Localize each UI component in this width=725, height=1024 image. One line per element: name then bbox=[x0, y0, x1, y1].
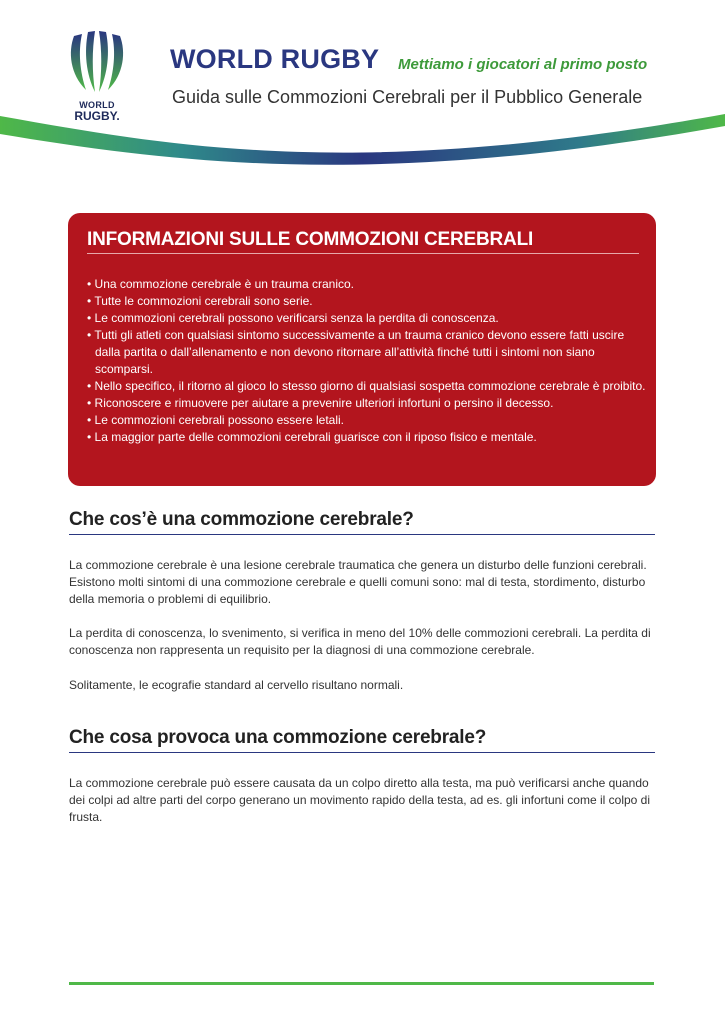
brand-title: WORLD RUGBY bbox=[170, 44, 380, 74]
list-item: • La maggior parte delle commozioni cerebrali guarisce con il riposo fisico e mentale. bbox=[87, 430, 537, 444]
list-item: • Le commozioni cerebrali possono essere letali. bbox=[87, 413, 344, 427]
list-item: • Riconoscere e rimuovere per aiutare a prevenire ulteriori infortuni o persino il decesso. bbox=[87, 396, 554, 410]
section-divider bbox=[69, 534, 655, 535]
logo-text-world: WORLD bbox=[79, 100, 115, 110]
tagline: Mettiamo i giocatori al primo posto bbox=[398, 56, 648, 73]
list-item: • Le commozioni cerebrali possono verificarsi senza la perdita di conoscenza. bbox=[87, 311, 499, 325]
section-heading-what-is: Che cos’è una commozione cerebrale? bbox=[69, 509, 414, 530]
rugby-ball-logo-icon bbox=[62, 28, 132, 98]
info-box bbox=[68, 213, 656, 486]
document-subtitle: Guida sulle Commozioni Cerebrali per il Pubblico Generale bbox=[172, 87, 643, 107]
info-box-title: INFORMAZIONI SULLE COMMOZIONI CEREBRALI bbox=[87, 229, 534, 250]
paragraph: La commozione cerebrale è una lesione cerebrale traumatica che genera un disturbo delle funzioni cerebrali. Esistono molti sintomi di una commozione cerebrale e quelli comuni sono: mal di testa, stordimento, disturbo della memoria o problemi di equilibrio. bbox=[69, 558, 647, 606]
list-item: • Una commozione cerebrale è un trauma cranico. bbox=[87, 277, 354, 291]
header-swoosh bbox=[0, 108, 725, 188]
info-list bbox=[87, 276, 647, 446]
list-item: • Tutti gli atleti con qualsiasi sintomo successivamente a un trauma cranico devono essere fatti uscire dalla partita o dall’allenamento e non devono ritornare all’attività finché tutti i sintomi non siano scomparsi. bbox=[87, 328, 625, 376]
paragraph: Solitamente, le ecografie standard al cervello risultano normali. bbox=[69, 678, 404, 692]
footer-divider bbox=[69, 982, 654, 985]
section-divider bbox=[69, 752, 655, 753]
list-item: • Tutte le commozioni cerebrali sono serie. bbox=[87, 294, 313, 308]
paragraph: La perdita di conoscenza, lo svenimento, si verifica in meno del 10% delle commozioni cerebrali. La perdita di conoscenza non rappresenta un requisito per la diagnosi di una commozione cerebrale. bbox=[69, 626, 651, 657]
paragraph: La commozione cerebrale può essere causata da un colpo diretto alla testa, ma può verificarsi anche quando dei colpi ad altre parti del corpo generano un movimento rapido della testa, ad es. gli infortuni come il colpo di frusta. bbox=[69, 776, 651, 824]
list-item: • Nello specifico, il ritorno al gioco lo stesso giorno di qualsiasi sospetta commozione cerebrale è proibito. bbox=[87, 379, 646, 393]
section-heading-causes: Che cosa provoca una commozione cerebrale? bbox=[69, 727, 487, 748]
info-box-divider bbox=[87, 253, 639, 254]
logo-text-rugby: RUGBY. bbox=[74, 109, 120, 123]
